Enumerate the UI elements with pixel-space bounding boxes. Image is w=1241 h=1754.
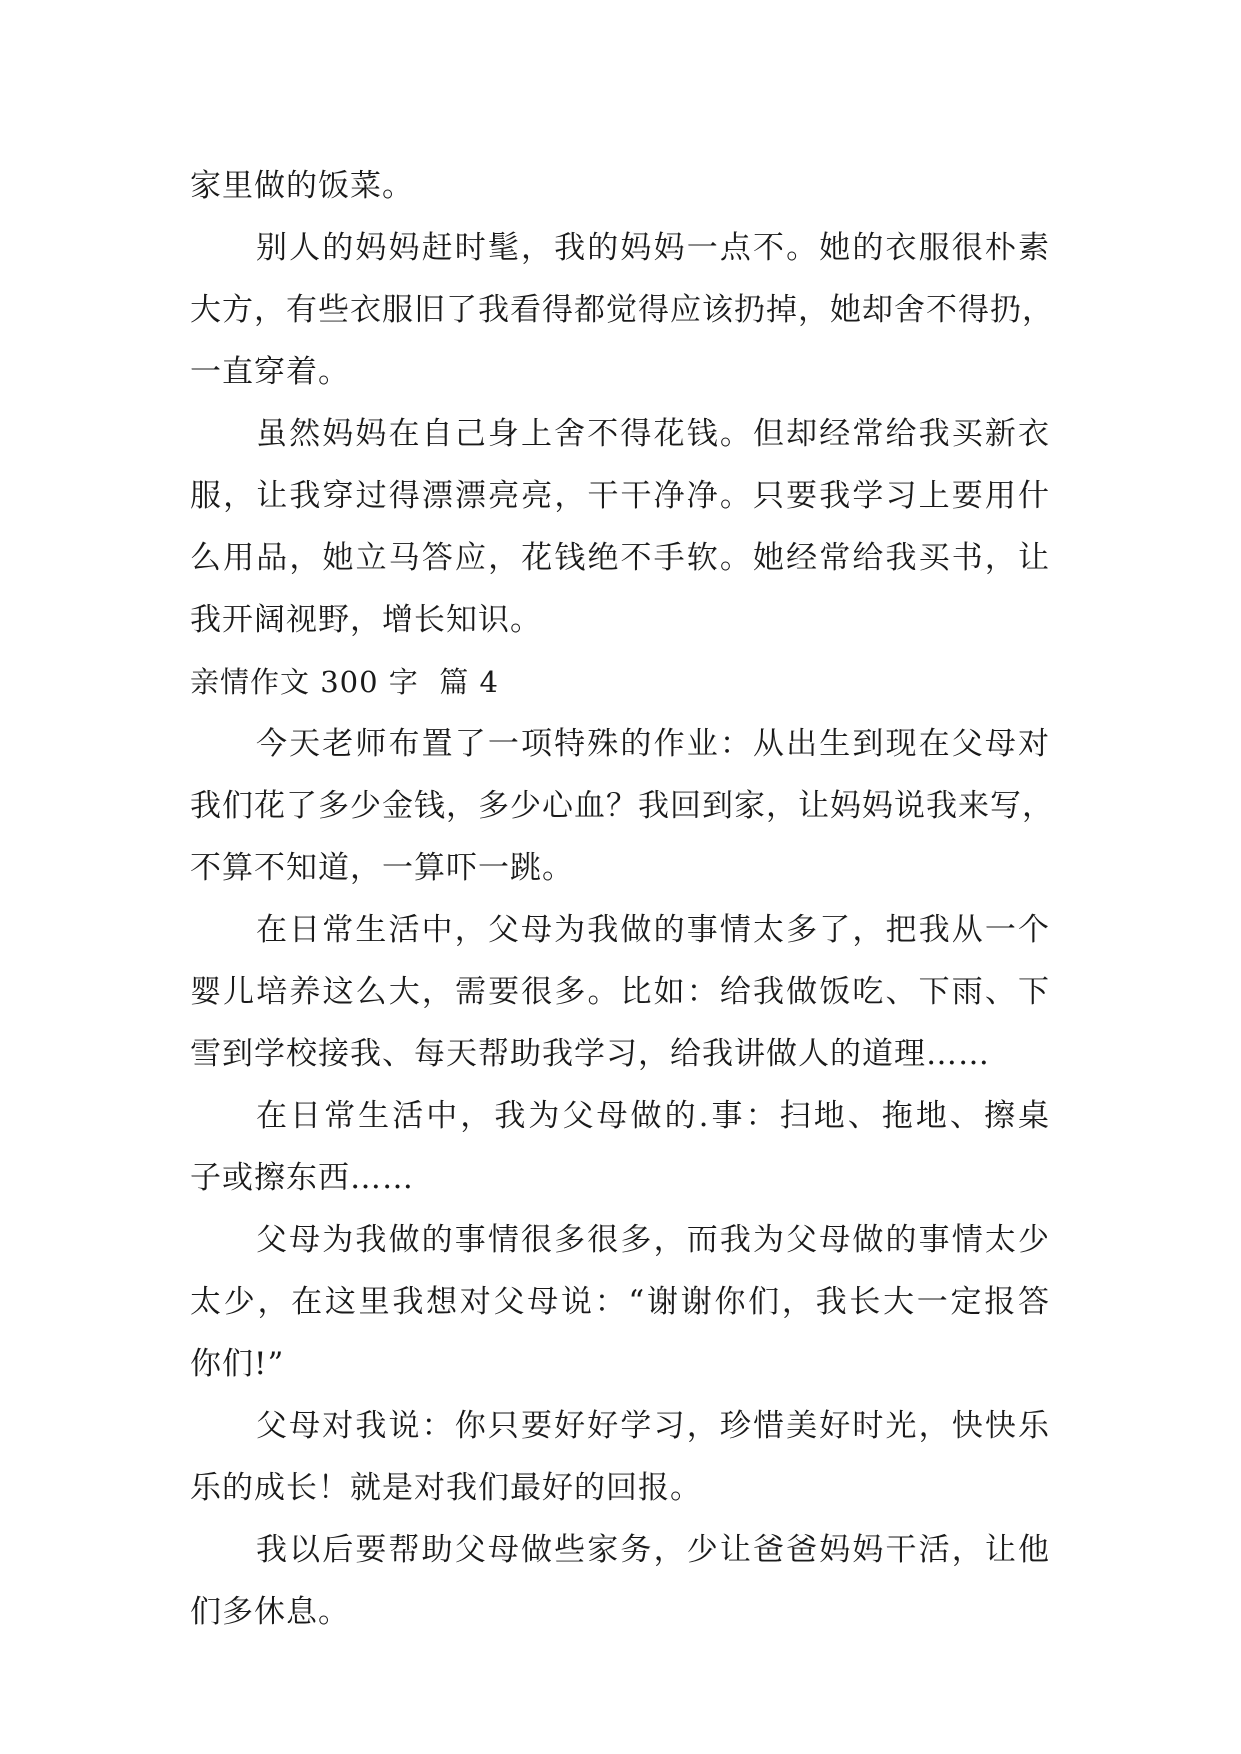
text-line: 太少，在这里我想对父母说：“谢谢你们，我长大一定报答 — [190, 1284, 1050, 1320]
text-line: 别人的妈妈赶时髦，我的妈妈一点不。她的衣服很朴素 — [256, 230, 1050, 266]
text-line: 大方，有些衣服旧了我看得都觉得应该扔掉，她却舍不得扔， — [190, 292, 1054, 328]
text-line: 在日常生活中，父母为我做的事情太多了，把我从一个 — [256, 912, 1050, 948]
text-line: 家里做的饭菜。 — [190, 168, 414, 204]
text-line: 父母对我说：你只要好好学习，珍惜美好时光，快快乐 — [256, 1408, 1050, 1444]
text-line: 我们花了多少金钱，多少心血？我回到家，让妈妈说我来写， — [190, 788, 1054, 824]
text-line: 婴儿培养这么大，需要很多。比如：给我做饭吃、下雨、下 — [190, 974, 1050, 1010]
text-line: 服，让我穿过得漂漂亮亮，干干净净。只要我学习上要用什 — [190, 478, 1050, 514]
text-line: 们多休息。 — [190, 1594, 350, 1630]
text-line: 不算不知道，一算吓一跳。 — [190, 850, 574, 886]
text-line: 子或擦东西…… — [190, 1160, 414, 1196]
text-line: 你们!” — [190, 1346, 285, 1382]
text-line: 我以后要帮助父母做些家务，少让爸爸妈妈干活，让他 — [256, 1532, 1050, 1568]
text-line: 一直穿着。 — [190, 354, 350, 390]
section-heading: 亲情作文 300 字 篇 4 — [190, 665, 499, 699]
text-line: 在日常生活中，我为父母做的.事：扫地、拖地、擦桌 — [256, 1098, 1050, 1134]
text-line: 乐的成长！就是对我们最好的回报。 — [190, 1470, 702, 1506]
document-page — [190, 155, 1054, 1643]
text-line: 今天老师布置了一项特殊的作业：从出生到现在父母对 — [256, 726, 1050, 762]
text-line: 雪到学校接我、每天帮助我学习，给我讲做人的道理…… — [190, 1036, 990, 1072]
text-line: 我开阔视野，增长知识。 — [190, 602, 542, 638]
text-line: 父母为我做的事情很多很多，而我为父母做的事情太少 — [256, 1222, 1050, 1258]
text-line: 虽然妈妈在自己身上舍不得花钱。但却经常给我买新衣 — [256, 416, 1050, 452]
text-line: 么用品，她立马答应，花钱绝不手软。她经常给我买书，让 — [190, 540, 1050, 576]
